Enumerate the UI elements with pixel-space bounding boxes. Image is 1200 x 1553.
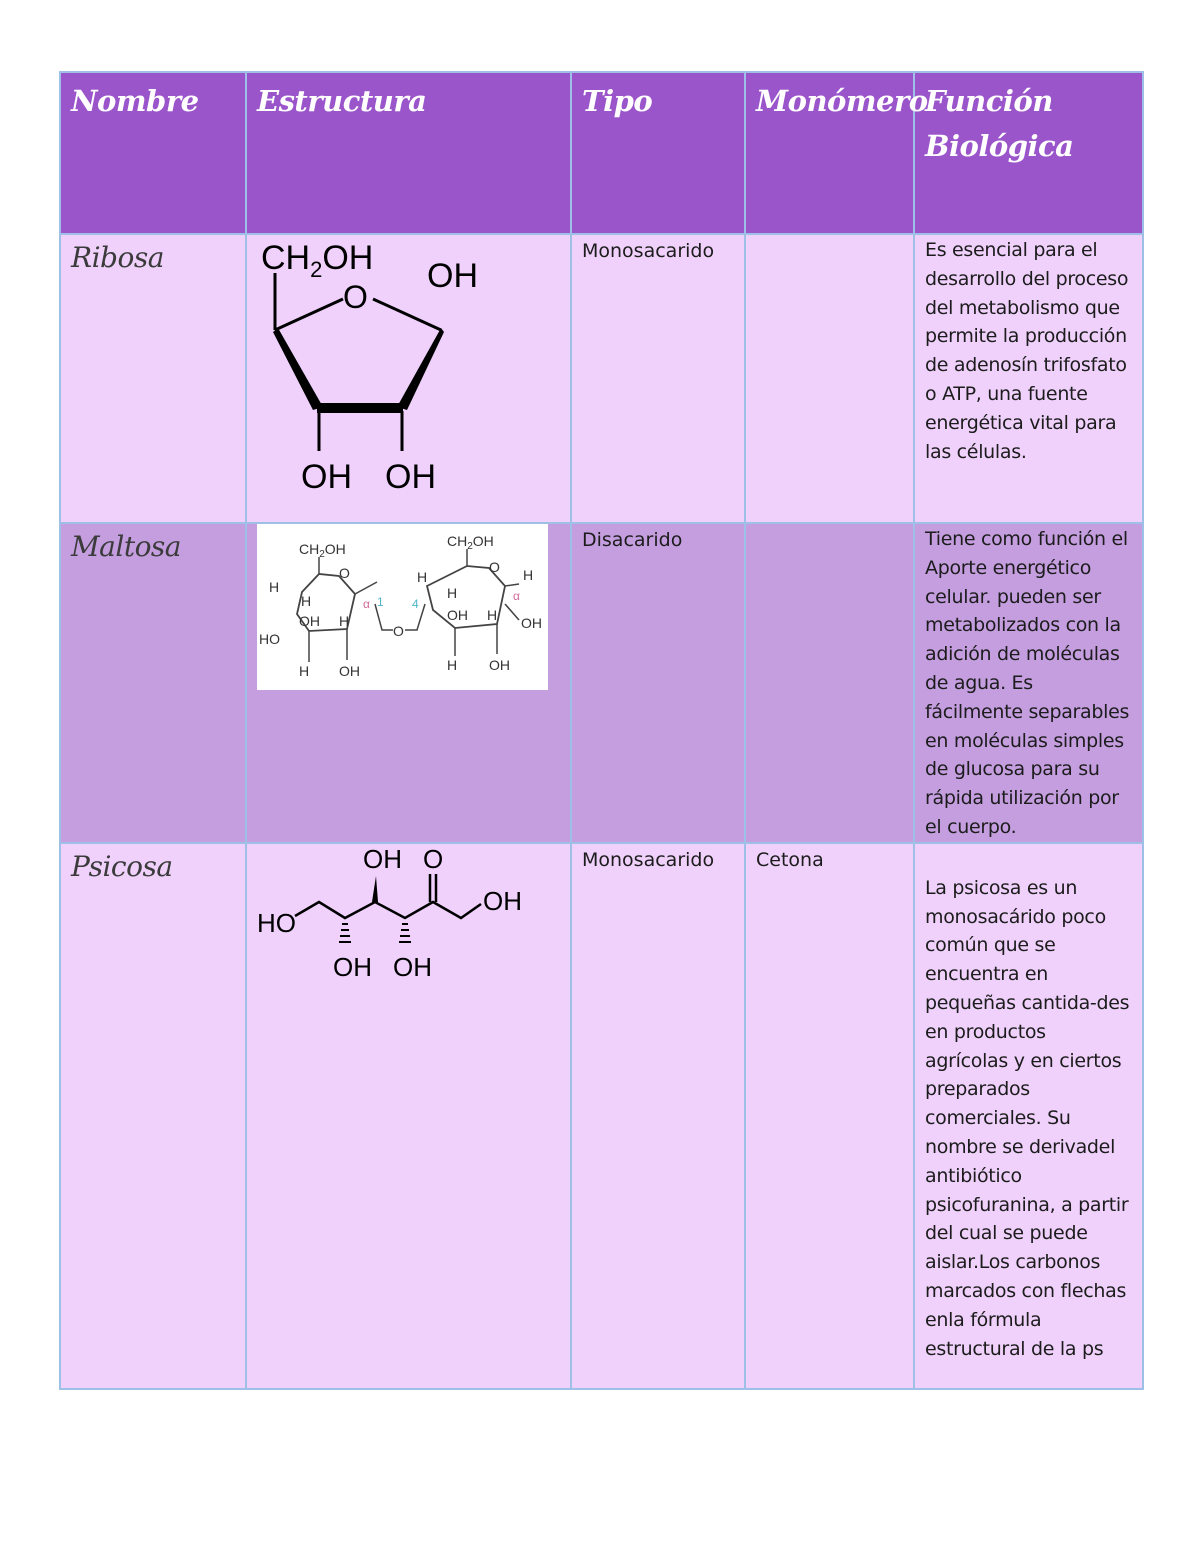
ribose-oh-label: OH xyxy=(385,458,436,496)
psicose-wedge-bond xyxy=(372,876,378,902)
ribose-ch2oh-label: $CH_2OH$ xyxy=(261,239,374,282)
psicose-label: HO xyxy=(257,907,296,938)
ribose-bond xyxy=(373,299,441,330)
ribose-structure xyxy=(247,235,568,518)
psicose-chain xyxy=(295,902,481,918)
cell-monomero xyxy=(745,523,914,843)
cell-funcion xyxy=(914,234,1143,523)
cell-estructura xyxy=(246,523,571,843)
row-funcion: Tiene como función el Aporte energético celular. pueden ser metabolizados con la adición de moléculas de agua. Es fácilmente separables en moléculas simples de glucosa para su rápida utilización por el cuerpo. xyxy=(925,528,1130,838)
maltose-label: OH xyxy=(339,663,360,679)
maltose-label: $CH_2OH$ xyxy=(299,541,346,560)
maltose-carbon-number: 1 xyxy=(377,595,384,609)
cell-estructura xyxy=(246,234,571,523)
row-tipo: Monosacarido xyxy=(582,848,715,871)
ribose-oh-label: OH xyxy=(427,257,478,295)
row-tipo: Monosacarido xyxy=(582,240,715,262)
table-row xyxy=(60,843,1143,1389)
row-monomero xyxy=(746,524,913,528)
cell-nombre xyxy=(60,523,246,843)
cell-nombre xyxy=(60,234,246,523)
maltose-label: H xyxy=(523,567,534,583)
maltose-label: H xyxy=(417,569,428,585)
row-monomero: Cetona xyxy=(756,848,824,871)
row-name: Psicosa xyxy=(71,849,173,883)
psicose-label: OH xyxy=(333,951,372,982)
psicose-hash-bond xyxy=(339,924,411,942)
maltose-label: OH xyxy=(489,657,510,673)
table-row xyxy=(60,523,1143,843)
cell-monomero xyxy=(745,843,914,1389)
maltose-label: H xyxy=(299,663,310,679)
cell-estructura xyxy=(246,843,571,1389)
row-monomero xyxy=(746,235,913,239)
row-tipo: Disacarido xyxy=(582,529,683,551)
table-row xyxy=(60,234,1143,523)
maltose-alpha-label: α xyxy=(363,597,370,611)
maltose-label: O xyxy=(393,623,404,639)
carbohydrate-table xyxy=(59,71,1144,1390)
header-funcion: Función Biológica xyxy=(914,72,1143,234)
ribose-wedge-bond xyxy=(273,328,323,410)
maltose-label: O xyxy=(489,559,500,575)
maltose-structure-image xyxy=(257,524,548,690)
ribose-bond xyxy=(275,299,343,330)
cell-tipo xyxy=(571,234,745,523)
maltose-label: OH xyxy=(299,613,320,629)
cell-funcion xyxy=(914,843,1143,1389)
row-name: Maltosa xyxy=(71,530,181,563)
maltose-label: OH xyxy=(447,607,468,623)
maltose-carbon-number: 4 xyxy=(412,597,419,611)
ribose-wedge-bond xyxy=(397,328,444,410)
cell-tipo xyxy=(571,843,745,1389)
psicose-label: OH xyxy=(363,843,402,874)
maltose-label: OH xyxy=(521,615,542,631)
maltose-label: H xyxy=(447,657,458,673)
maltose-structure xyxy=(257,524,548,690)
ribose-ring-o-label: O xyxy=(343,279,368,315)
ribose-oh-label: OH xyxy=(301,458,352,496)
cell-funcion xyxy=(914,523,1143,843)
header-row xyxy=(60,72,1143,234)
cell-monomero xyxy=(745,234,914,523)
header-nombre: Nombre xyxy=(60,72,246,234)
maltose-label: H xyxy=(447,585,458,601)
psicose-label: OH xyxy=(393,951,432,982)
maltose-label: O xyxy=(339,565,350,581)
maltose-label: H xyxy=(269,579,280,595)
header-estructura: Estructura xyxy=(246,72,571,234)
header-tipo: Tipo xyxy=(571,72,745,234)
cell-nombre xyxy=(60,843,246,1389)
maltose-label: H xyxy=(487,607,498,623)
cell-tipo xyxy=(571,523,745,843)
maltose-alpha-label: α xyxy=(513,589,520,603)
ribose-bold-bond xyxy=(317,403,403,413)
maltose-label: H xyxy=(301,593,312,609)
maltose-label: $CH_2OH$ xyxy=(447,533,494,552)
psicose-label: O xyxy=(423,843,444,874)
row-name: Ribosa xyxy=(71,241,164,274)
psicose-structure xyxy=(247,844,568,984)
maltose-label: H xyxy=(339,613,350,629)
row-funcion: Es esencial para el desarrollo del proceso del metabolismo que permite la producción de adenosín trifosfato o ATP, una fuente energética vital para las células. xyxy=(925,239,1129,463)
header-monomero: Monómero xyxy=(745,72,914,234)
maltose-label: HO xyxy=(259,631,280,647)
row-funcion: La psicosa es un monosacárido poco común que se encuentra en pequeñas cantida-des en productos agrícolas y en ciertos preparados comerciales. Su nombre se derivadel antibiótico psicofuranina, a partir del cual se puede aislar.Los carbonos marcados con flechas enla fórmula estructural de la ps xyxy=(925,876,1130,1360)
psicose-label: OH xyxy=(483,885,522,916)
